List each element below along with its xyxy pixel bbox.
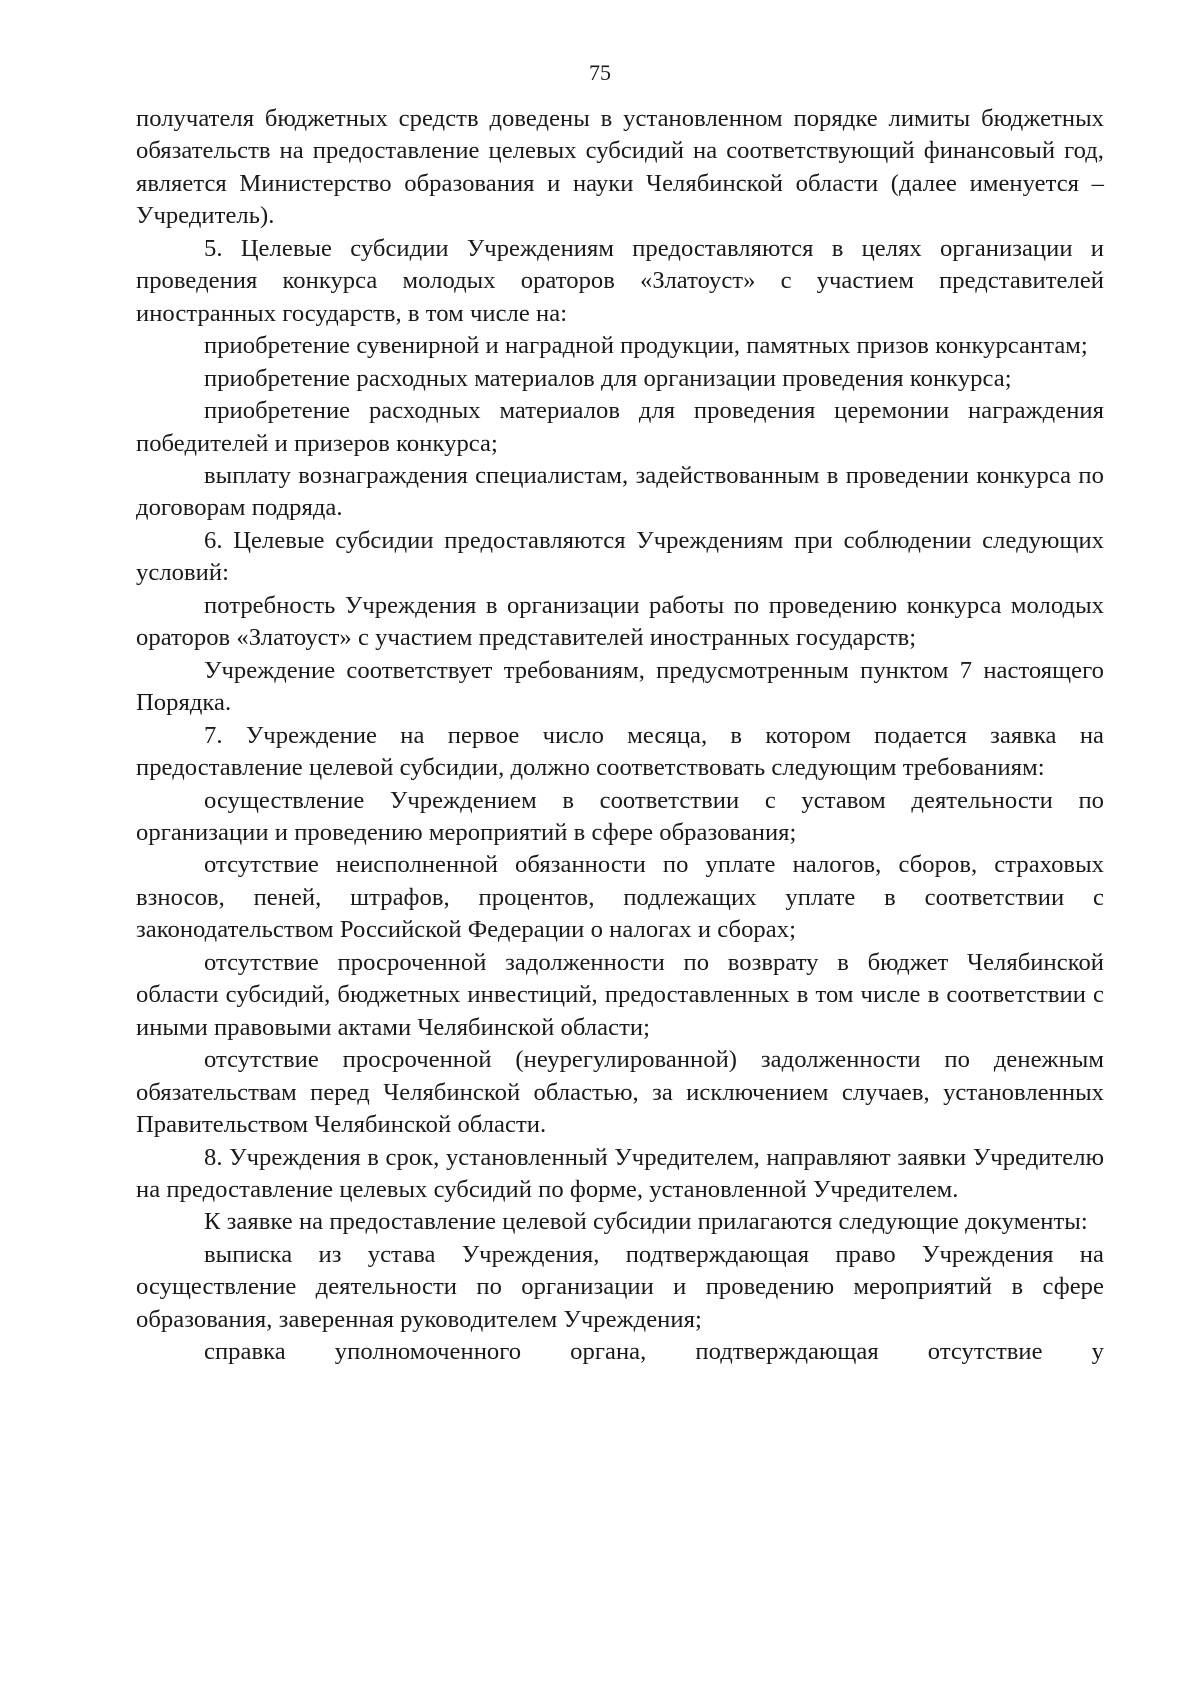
- list-item-souvenirs: приобретение сувенирной и наградной продукции, памятных призов конкурсантам;: [204, 332, 1088, 360]
- paragraph-item-7: 7. Учреждение на первое число месяца, в котором подается заявка на предоставление целевой субсидии, должно соответствовать следующим требованиям:: [136, 721, 1104, 782]
- document-body: [136, 103, 1104, 1369]
- list-item-charter-activity: осуществление Учреждением в соответствии с уставом деятельности по организации и проведению мероприятий в сфере образования;: [136, 786, 1104, 846]
- list-item-certificate: справка уполномоченного органа, подтверждающая отсутствие у: [204, 1338, 1104, 1366]
- paragraph-item-8: 8. Учреждения в срок, установленный Учредителем, направляют заявки Учредителю на предоставление целевых субсидий по форме, установленной Учредителем.: [136, 1143, 1104, 1203]
- list-item-specialists-payment: выплату вознаграждения специалистам, задействованным в проведении конкурса по договорам подряда.: [136, 461, 1104, 522]
- list-item-materials-organization: приобретение расходных материалов для организации проведения конкурса;: [204, 364, 1012, 392]
- list-item-need: потребность Учреждения в организации работы по проведению конкурса молодых ораторов «Златоуст» с участием представителей иностранных государств;: [136, 591, 1104, 652]
- list-item-materials-ceremony: приобретение расходных материалов для проведения церемонии награждения победителей и призеров конкурса;: [136, 397, 1104, 457]
- paragraph-item-6: 6. Целевые субсидии предоставляются Учреждениям при соблюдении следующих условий:: [136, 526, 1104, 587]
- paragraph-attachments: К заявке на предоставление целевой субсидии прилагаются следующие документы:: [204, 1208, 1088, 1236]
- list-item-charter-extract: выписка из устава Учреждения, подтверждающая право Учреждения на осуществление деятельности по организации и проведению мероприятий в сфере образования, заверенная руководителем Учреждения;: [136, 1240, 1104, 1333]
- list-item-no-overdue-obligations: отсутствие просроченной (неурегулированной) задолженности по денежным обязательствам перед Челябинской областью, за исключением случаев, установленных Правительством Челябинской области.: [136, 1046, 1104, 1139]
- page-number: 75: [589, 60, 611, 85]
- paragraph-continuation: получателя бюджетных средств доведены в установленном порядке лимиты бюджетных обязательств на предоставление целевых субсидий на соответствующий финансовый год, является Министерство образования и науки Челябинской области (далее именуется – Учредитель).: [136, 105, 1104, 230]
- list-item-compliance: Учреждение соответствует требованиям, предусмотренным пунктом 7 настоящего Порядка.: [136, 656, 1104, 717]
- list-item-no-tax-debt: отсутствие неисполненной обязанности по уплате налогов, сборов, страховых взносов, пеней, штрафов, процентов, подлежащих уплате в соответствии с законодательством Российской Федерации о налогах и сборах;: [136, 851, 1104, 944]
- list-item-no-overdue-refund: отсутствие просроченной задолженности по возврату в бюджет Челябинской области субсидий, бюджетных инвестиций, предоставленных в том числе в соответствии с иными правовыми актами Челябинской области;: [136, 948, 1104, 1041]
- paragraph-item-5: 5. Целевые субсидии Учреждениям предоставляются в целях организации и проведения конкурса молодых ораторов «Златоуст» с участием представителей иностранных государств, в том числе на:: [136, 234, 1104, 327]
